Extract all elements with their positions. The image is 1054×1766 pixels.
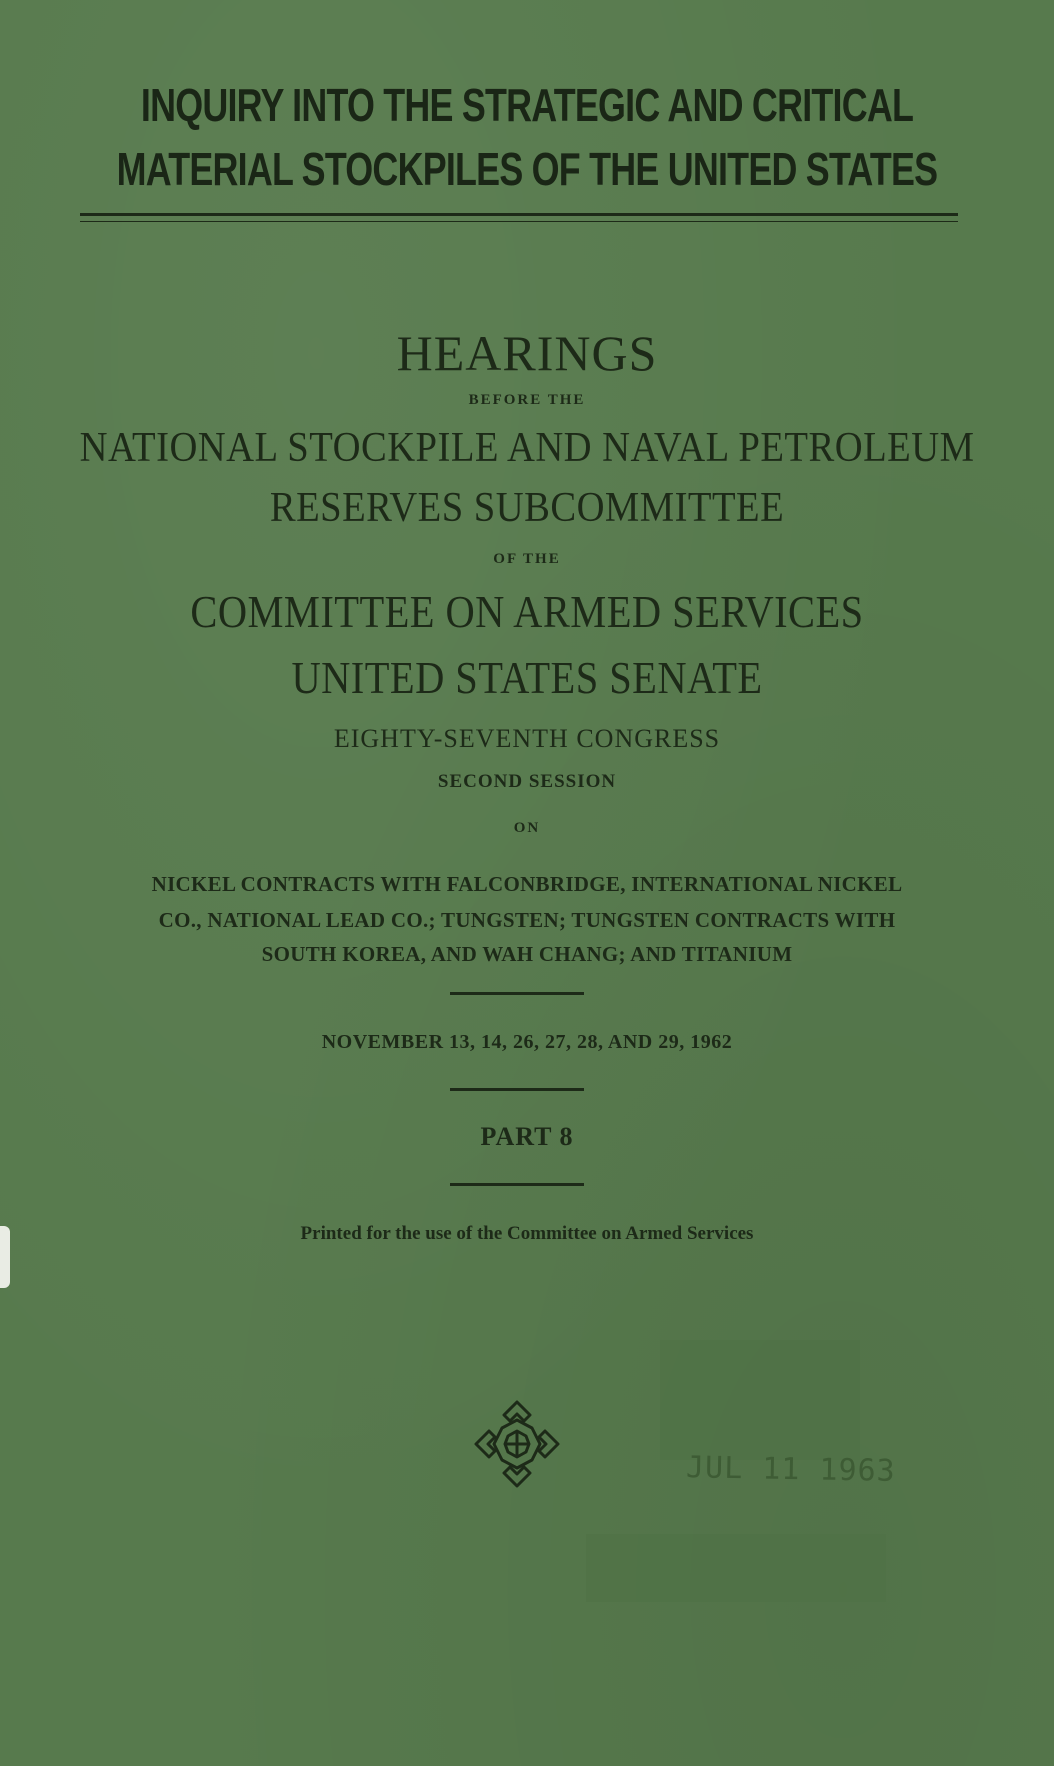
committee-name: COMMITTEE ON ARMED SERVICES [190, 586, 864, 637]
gpo-ornament-icon [472, 1398, 562, 1490]
short-rule-2 [450, 1088, 584, 1091]
title-rule-top [80, 213, 958, 216]
on-label: ON [513, 820, 541, 836]
subcommittee-line-1: NATIONAL STOCKPILE AND NAVAL PETROLEUM [79, 425, 975, 471]
part-label: PART 8 [480, 1122, 574, 1151]
title-line-2: MATERIAL STOCKPILES OF THE UNITED STATES [116, 143, 938, 195]
subject-line-3: SOUTH KOREA, AND WAH CHANG; AND TITANIUM [261, 942, 793, 966]
label-residue-upper [660, 1340, 860, 1460]
before-the-label: BEFORE THE [468, 392, 586, 408]
title-rule-bottom [80, 221, 958, 222]
of-the-label: OF THE [493, 551, 561, 567]
hearings-heading: HEARINGS [396, 325, 658, 381]
printed-for-note: Printed for the use of the Committee on Armed Services [300, 1223, 754, 1244]
subject-line-2: CO., NATIONAL LEAD CO.; TUNGSTEN; TUNGSTEN CONTRACTS WITH [158, 908, 896, 932]
congress-label: EIGHTY-SEVENTH CONGRESS [333, 724, 721, 753]
short-rule-3 [450, 1183, 584, 1186]
senate-name: UNITED STATES SENATE [291, 652, 763, 703]
received-date-stamp: JUL 11 1963 [685, 1450, 896, 1489]
hearing-dates: NOVEMBER 13, 14, 26, 27, 28, AND 29, 1962 [321, 1031, 733, 1053]
short-rule-1 [450, 992, 584, 995]
session-label: SECOND SESSION [437, 771, 617, 792]
binding-tear [0, 1226, 10, 1288]
label-residue-lower [586, 1534, 886, 1602]
title-line-1: INQUIRY INTO THE STRATEGIC AND CRITICAL [140, 79, 914, 131]
subject-line-1: NICKEL CONTRACTS WITH FALCONBRIDGE, INTERNATIONAL NICKEL [151, 872, 903, 896]
subcommittee-line-2: RESERVES SUBCOMMITTEE [269, 485, 785, 531]
